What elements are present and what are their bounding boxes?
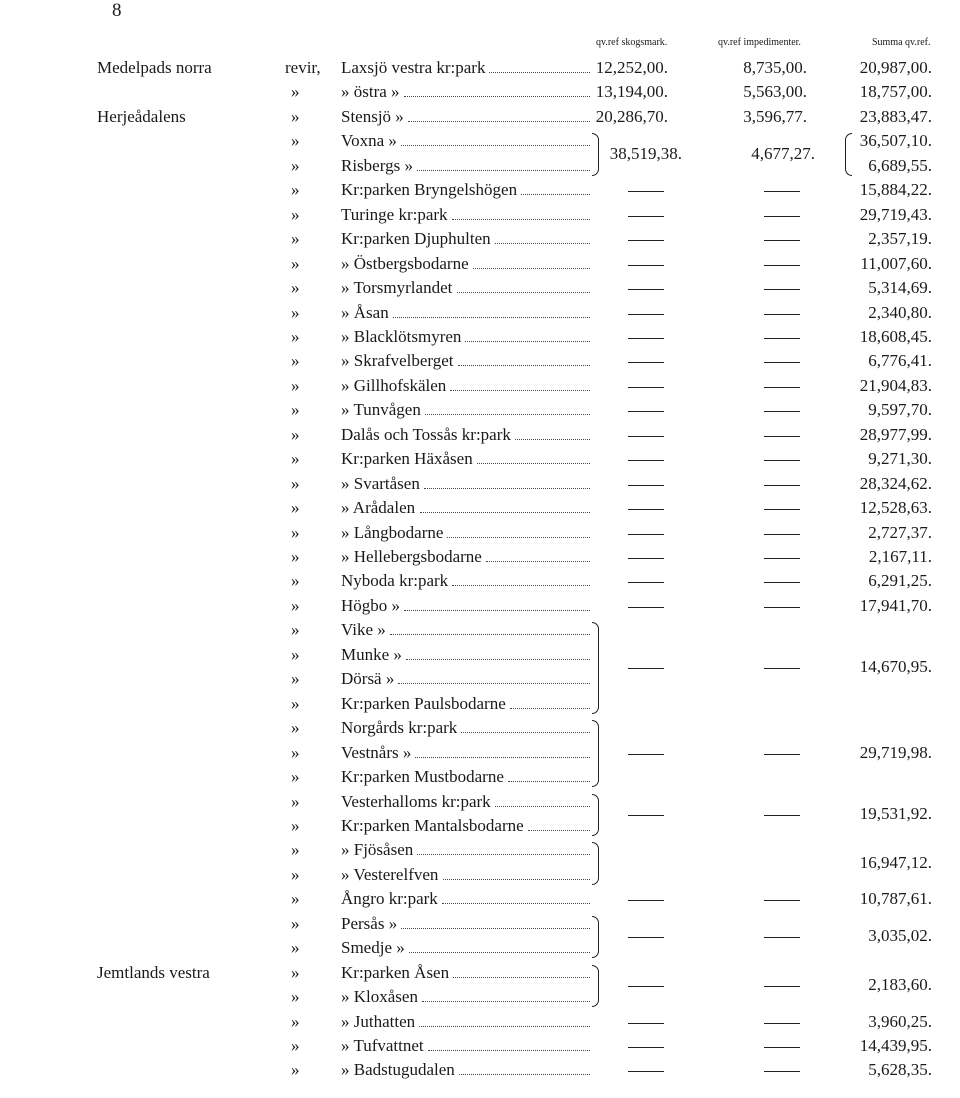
impediment-value [764, 374, 800, 398]
park-name: Persås » [341, 913, 398, 933]
skogsmark-value [628, 178, 664, 202]
dot-leader [415, 743, 590, 758]
impediment-value: 8,735,00. [743, 58, 807, 77]
impediment-value [764, 1034, 800, 1058]
summa-value: 3,960,25. [868, 1011, 932, 1031]
park-name: Kr:parken Djuphulten [341, 229, 491, 249]
park-name: Smedje » [341, 938, 405, 958]
grouping-brace [592, 916, 599, 958]
summa-value: 20,987,00. [859, 58, 932, 77]
park-name: Kr:parken Åsen [341, 962, 450, 982]
ditto-mark: » [291, 155, 300, 175]
summa-value: 14,439,95. [859, 1036, 932, 1055]
park-name: Risbergs » [341, 155, 413, 175]
table-row [0, 961, 960, 985]
table-row [0, 349, 960, 373]
impediment-value [764, 178, 800, 202]
group-impediment-value [764, 924, 765, 925]
skogsmark-value [628, 227, 664, 251]
skogsmark-value [628, 887, 664, 911]
skogsmark-value [628, 203, 664, 227]
summa-value: 11,007,60. [860, 253, 932, 273]
header-summa: Summa qv.ref. [872, 37, 931, 48]
summa-value: 2,727,37. [868, 522, 932, 542]
impediment-value [764, 594, 800, 618]
dot-leader [510, 694, 590, 709]
summa-value: 21,904,83. [859, 375, 932, 395]
ditto-mark: » [291, 278, 300, 298]
ditto-mark: » [291, 204, 300, 224]
table-row [0, 741, 960, 765]
skogsmark-value [628, 325, 664, 349]
park-name: » Torsmyrlandet [341, 278, 453, 298]
ditto-mark: » [291, 620, 300, 640]
impediment-value [764, 301, 800, 325]
skogsmark-value: 13,194,00. [595, 82, 668, 102]
ditto-mark: » [291, 669, 300, 689]
skogsmark-value [628, 1058, 664, 1082]
park-name: Norgårds kr:park [341, 718, 458, 738]
park-name: Turinge kr:park [341, 204, 448, 224]
dot-leader [425, 400, 590, 415]
summa-value: 10,787,61. [859, 889, 932, 909]
park-name: Vesterhalloms kr:park [341, 791, 491, 811]
park-name: Kr:parken Häxåsen [341, 449, 473, 469]
dot-leader [528, 816, 590, 831]
impediment-value [764, 521, 800, 545]
table-row [0, 178, 960, 202]
dot-leader [398, 669, 590, 684]
dot-leader [461, 718, 590, 733]
summa-value: 36,507,10. [859, 131, 932, 151]
dot-leader [521, 180, 590, 195]
group-skogsmark-value [628, 924, 629, 925]
park-name: Kr:parken Mantalsbodarne [341, 815, 524, 835]
page-number: 8 [112, 0, 122, 21]
group-impediment-value [764, 802, 765, 803]
skogsmark-value: 12,252,00. [595, 58, 668, 77]
summa-value: 2,167,11. [868, 547, 932, 566]
park-name: » Juthatten [341, 1011, 416, 1031]
table-row [0, 472, 960, 496]
summa-value: 6,689,55. [868, 155, 932, 175]
park-name: » Tufvattnet [341, 1036, 424, 1055]
skogsmark-value [628, 496, 664, 520]
table-row [0, 447, 960, 471]
group-impediment-value-dash [764, 815, 800, 816]
skogsmark-value [628, 594, 664, 618]
group-impediment-value-dash [764, 754, 800, 755]
table-row [0, 496, 960, 520]
table-row [0, 692, 960, 716]
dot-leader [458, 351, 590, 366]
dot-leader [450, 376, 590, 391]
header-skogsmark: qv.ref skogsmark. [596, 37, 668, 48]
table-row [0, 1058, 960, 1082]
dot-leader [508, 767, 590, 782]
skogsmark-value [628, 276, 664, 300]
table-row [0, 398, 960, 422]
dot-leader [453, 963, 590, 978]
group-skogsmark-value [628, 802, 629, 803]
table-row [0, 569, 960, 593]
table-row [0, 814, 960, 838]
group-summa-value: 14,670,95. [859, 657, 932, 677]
ditto-mark: » [291, 1036, 300, 1055]
park-name: Dörsä » [341, 669, 395, 689]
table-row [0, 423, 960, 447]
table-row [0, 936, 960, 960]
summa-value: 5,628,35. [868, 1060, 932, 1080]
ditto-mark: » [291, 913, 300, 933]
dot-leader [404, 82, 590, 97]
dot-leader [417, 156, 590, 171]
impediment-value [764, 1010, 800, 1034]
impediment-value [764, 276, 800, 300]
ditto-mark: » [291, 644, 300, 664]
table-row [0, 521, 960, 545]
skogsmark-value [628, 472, 664, 496]
grouping-brace [592, 133, 599, 175]
park-name: Vike » [341, 620, 386, 640]
ditto-mark: » [291, 938, 300, 958]
park-name: Kr:parken Bryngelshögen [341, 180, 518, 200]
group-skogsmark-value [628, 741, 629, 742]
ditto-mark: » [291, 302, 300, 322]
ditto-mark: » [291, 424, 300, 444]
ditto-mark: » [291, 449, 300, 469]
grouping-brace [592, 720, 599, 787]
dot-leader [457, 278, 590, 293]
grouping-brace [592, 794, 599, 836]
group-skogsmark-value: 38,519,38. [609, 143, 682, 163]
table-row [0, 643, 960, 667]
group-impediment-value [764, 655, 765, 656]
summa-value: 18,757,00. [859, 82, 932, 102]
dot-leader [417, 840, 590, 855]
park-name: Voxna » [341, 131, 397, 151]
ditto-mark: » [291, 987, 300, 1007]
table-row [0, 203, 960, 227]
summa-value: 17,941,70. [859, 595, 932, 615]
dot-leader [424, 474, 590, 489]
park-name: » Fjösåsen [341, 840, 414, 860]
skogsmark-value [628, 252, 664, 276]
group-impediment-value: 4,677,27. [751, 143, 815, 163]
ditto-mark: » [291, 571, 300, 591]
impediment-value [764, 472, 800, 496]
group-skogsmark-value-dash [628, 668, 664, 669]
ditto-mark: » [291, 718, 300, 738]
dot-leader [390, 620, 590, 635]
park-name: Laxsjö vestra kr:park [341, 58, 486, 77]
park-name: Dalås och Tossås kr:park [341, 424, 511, 444]
park-name: » Badstugudalen [341, 1060, 455, 1080]
skogsmark-value [628, 569, 664, 593]
park-name: » Gillhofskälen [341, 375, 447, 395]
ditto-mark: » [291, 1060, 300, 1080]
group-skogsmark-value-dash [628, 754, 664, 755]
table-row [0, 985, 960, 1009]
summa-value: 12,528,63. [859, 498, 932, 518]
grouping-brace [592, 622, 599, 713]
ditto-mark: » [291, 864, 300, 884]
summa-value: 28,977,99. [859, 424, 932, 444]
group-summa-value: 29,719,98. [859, 742, 932, 762]
table-row [0, 790, 960, 814]
summa-value: 5,314,69. [868, 278, 932, 298]
table-row [0, 227, 960, 251]
ditto-mark: » [291, 351, 300, 371]
skogsmark-value [628, 521, 664, 545]
dot-leader [452, 571, 590, 586]
dot-leader [393, 303, 590, 318]
park-name: Nyboda kr:park [341, 571, 449, 591]
district-name: Herjeådalens [97, 106, 186, 126]
group-summa-value: 16,947,12. [859, 852, 932, 872]
summa-value: 9,271,30. [868, 449, 932, 469]
table-row [0, 1010, 960, 1034]
group-skogsmark-value-dash [628, 986, 664, 987]
impediment-value [764, 1058, 800, 1082]
park-name: » Skrafvelberget [341, 351, 454, 371]
table-row [0, 80, 960, 104]
summa-value: 6,291,25. [868, 571, 932, 591]
group-summa-value: 3,035,02. [868, 925, 932, 945]
ditto-mark: » [291, 815, 300, 835]
table-row [0, 594, 960, 618]
skogsmark-value [628, 447, 664, 471]
dot-leader [406, 645, 590, 660]
park-name: Stensjö » [341, 106, 404, 126]
table-row [0, 545, 960, 569]
dot-leader [409, 938, 590, 953]
ditto-mark: » [291, 400, 300, 420]
ditto-mark: » [291, 131, 300, 151]
ditto-mark: » [291, 375, 300, 395]
table-row [0, 912, 960, 936]
skogsmark-value [628, 301, 664, 325]
table-row [0, 276, 960, 300]
table-row [0, 765, 960, 789]
ditto-mark: » [291, 840, 300, 860]
group-skogsmark-value-dash [628, 937, 664, 938]
park-name: Högbo » [341, 595, 401, 615]
group-impediment-value-dash [764, 668, 800, 669]
park-name: Munke » [341, 644, 402, 664]
group-impediment-value [764, 741, 765, 742]
table-row [0, 154, 960, 178]
table-row [0, 838, 960, 862]
impediment-value [764, 545, 800, 569]
ditto-mark: » [291, 693, 300, 713]
table-row [0, 301, 960, 325]
group-impediment-value-dash [764, 986, 800, 987]
table-row [0, 667, 960, 691]
ditto-mark: » [291, 229, 300, 249]
summa-value: 2,357,19. [868, 229, 932, 249]
impediment-value: 3,596,77. [743, 106, 807, 126]
dot-leader [420, 498, 590, 513]
impediment-value: 5,563,00. [743, 82, 807, 102]
skogsmark-value [628, 398, 664, 422]
dot-leader [495, 792, 590, 807]
impediment-value [764, 496, 800, 520]
group-skogsmark-value [628, 973, 629, 974]
table-row [0, 1034, 960, 1058]
table-row [0, 618, 960, 642]
dot-leader [515, 425, 590, 440]
skogsmark-value [628, 1034, 664, 1058]
summa-value: 18,608,45. [859, 326, 932, 346]
skogsmark-value [628, 1010, 664, 1034]
park-name: » Hellebergsbodarne [341, 547, 482, 566]
ditto-mark: » [291, 253, 300, 273]
impediment-value [764, 227, 800, 251]
impediment-value [764, 398, 800, 422]
skogsmark-value [628, 423, 664, 447]
park-name: Ångro kr:park [341, 889, 438, 909]
ditto-mark: » [291, 106, 300, 126]
park-name: » Vesterelfven [341, 864, 439, 884]
group-summa-value: 19,531,92. [859, 803, 932, 823]
park-name: » Långbodarne [341, 522, 444, 542]
revir-label: revir, [285, 58, 321, 77]
group-impediment-value-dash [764, 937, 800, 938]
ditto-mark: » [291, 326, 300, 346]
impediment-value [764, 887, 800, 911]
skogsmark-value [628, 374, 664, 398]
dot-leader [419, 1012, 590, 1027]
table-row [0, 863, 960, 887]
ditto-mark: » [291, 595, 300, 615]
summa-value: 15,884,22. [859, 180, 932, 200]
impediment-value [764, 252, 800, 276]
summa-value: 23,883,47. [859, 106, 932, 126]
ditto-mark: » [291, 82, 300, 102]
dot-leader [404, 596, 590, 611]
dot-leader [486, 547, 590, 562]
table-row [0, 374, 960, 398]
group-skogsmark-value-dash [628, 815, 664, 816]
header-impedimenter: qv.ref impedimenter. [718, 37, 801, 48]
table-row [0, 56, 960, 80]
dot-leader [422, 987, 590, 1002]
park-name: Kr:parken Paulsbodarne [341, 693, 506, 713]
impediment-value [764, 325, 800, 349]
park-name: » Tunvågen [341, 400, 421, 420]
park-name: Vestnårs » [341, 742, 412, 762]
impediment-value [764, 447, 800, 471]
ditto-mark: » [291, 791, 300, 811]
grouping-brace [592, 842, 599, 884]
table-row [0, 716, 960, 740]
grouping-brace-left [845, 133, 852, 175]
group-impediment-value [764, 973, 765, 974]
park-name: » östra » [341, 82, 400, 102]
impediment-value [764, 203, 800, 227]
ditto-mark: » [291, 767, 300, 787]
park-name: » Svartåsen [341, 473, 420, 493]
summa-value: 6,776,41. [868, 351, 932, 371]
ditto-mark: » [291, 180, 300, 200]
district-name: Medelpads norra [97, 58, 212, 77]
skogsmark-value [628, 349, 664, 373]
dot-leader [401, 131, 590, 146]
park-name: » Östbergsbodarne [341, 253, 469, 273]
park-name: » Kloxåsen [341, 987, 418, 1007]
park-name: Kr:parken Mustbodarne [341, 767, 504, 787]
skogsmark-value [628, 545, 664, 569]
dot-leader [401, 914, 590, 929]
ditto-mark: » [291, 889, 300, 909]
summa-value: 29,719,43. [859, 204, 932, 224]
impediment-value [764, 423, 800, 447]
park-name: » Åsan [341, 302, 389, 322]
dot-leader [459, 1060, 590, 1075]
park-name: » Arådalen [341, 498, 416, 518]
impediment-value [764, 349, 800, 373]
ditto-mark: » [291, 473, 300, 493]
dot-leader [442, 889, 590, 904]
impediment-value [764, 569, 800, 593]
park-name: » Blacklötsmyren [341, 326, 462, 346]
dot-leader [447, 523, 590, 538]
summa-value: 2,340,80. [868, 302, 932, 322]
dot-leader [477, 449, 590, 464]
dot-leader [443, 865, 590, 880]
dot-leader [495, 229, 590, 244]
ditto-mark: » [291, 522, 300, 542]
group-skogsmark-value [628, 655, 629, 656]
dot-leader [408, 107, 590, 122]
ditto-mark: » [291, 547, 300, 566]
dot-leader [452, 205, 590, 220]
table-row [0, 252, 960, 276]
skogsmark-value: 20,286,70. [595, 106, 668, 126]
ditto-mark: » [291, 742, 300, 762]
ditto-mark: » [291, 498, 300, 518]
dot-leader [428, 1036, 590, 1051]
table-row [0, 325, 960, 349]
summa-value: 9,597,70. [868, 400, 932, 420]
summa-value: 28,324,62. [859, 473, 932, 493]
table-row [0, 887, 960, 911]
table-row [0, 129, 960, 153]
grouping-brace [592, 965, 599, 1007]
ditto-mark: » [291, 962, 300, 982]
dot-leader [465, 327, 590, 342]
district-name: Jemtlands vestra [97, 962, 210, 982]
ditto-mark: » [291, 1011, 300, 1031]
dot-leader [489, 58, 590, 73]
group-summa-value: 2,183,60. [868, 974, 932, 994]
table-row [0, 105, 960, 129]
dot-leader [473, 254, 590, 269]
